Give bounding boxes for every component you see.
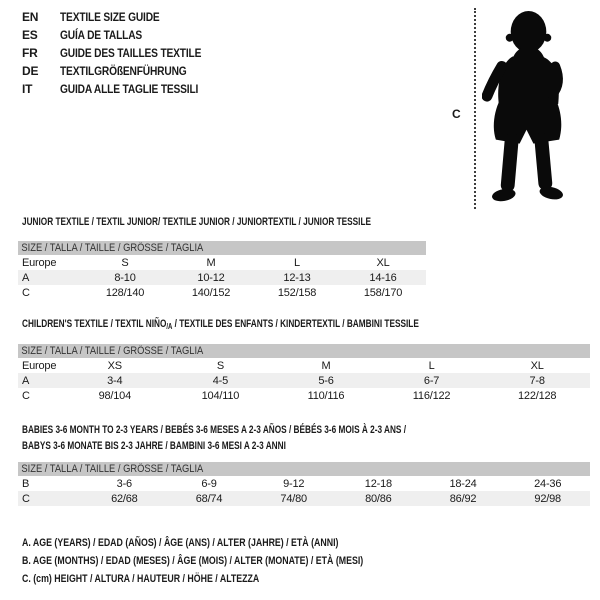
cell-value: 122/128 — [517, 389, 557, 402]
title-segment: / TEXTILE DES ENFANTS / KINDERTEXTIL / BAMBINI TESSILE — [172, 318, 419, 330]
cell-value: XL — [530, 359, 544, 372]
table-row-c — [18, 285, 426, 300]
size-section-junior — [18, 215, 590, 300]
language-code: FR — [22, 46, 38, 60]
cell-value: 5-6 — [318, 374, 334, 387]
baby-silhouette-icon — [482, 8, 576, 208]
section-title-line — [22, 215, 448, 229]
table-row-c — [18, 388, 590, 403]
cell-value: 104/110 — [201, 389, 240, 402]
cell-value: 98/104 — [98, 389, 132, 402]
language-row — [22, 62, 226, 80]
cell-value: 128/140 — [105, 286, 145, 299]
language-label: TEXTILGRÖßENFÜHRUNG — [60, 64, 187, 78]
cell-value: 74/80 — [280, 492, 307, 505]
cell-value: 62/68 — [111, 492, 138, 505]
baby-height-figure — [450, 6, 598, 212]
cell-value: 116/122 — [412, 389, 451, 402]
cell-value: L — [294, 256, 300, 269]
section-title-line — [22, 438, 448, 454]
cell-value: 10-12 — [197, 271, 225, 284]
table-row-europe — [18, 358, 590, 373]
section-title-line — [22, 317, 448, 334]
language-label: GUIDA ALLE TAGLIE TESSILI — [60, 82, 199, 96]
cell-value: 3-4 — [107, 374, 123, 387]
title-segment: BABIES 3-6 MONTH TO 2-3 YEARS / BEBÉS 3-6 MESES A 2-3 AÑOS / BÉBÉS 3-6 MOIS À 2-3 ANS / — [22, 424, 407, 436]
language-label: TEXTILE SIZE GUIDE — [60, 10, 160, 24]
cell-value: 92/98 — [534, 492, 561, 505]
size-section-babies — [18, 422, 590, 506]
size-header-bar — [18, 241, 426, 255]
section-title — [22, 317, 448, 334]
cell-value: M — [206, 256, 216, 269]
cell-value: 80/86 — [365, 492, 392, 505]
row-label: A — [22, 374, 30, 387]
section-title — [22, 422, 448, 454]
table-row-a — [18, 373, 590, 388]
row-label: C — [22, 389, 30, 402]
row-label: A — [22, 271, 30, 284]
size-header-bar — [18, 344, 590, 358]
cell-value: 110/116 — [307, 389, 345, 402]
cell-value: 9-12 — [283, 477, 305, 490]
row-label: B — [22, 477, 30, 490]
cell-value: 158/170 — [363, 286, 403, 299]
section-title-line — [22, 422, 448, 438]
row-label: C — [22, 492, 30, 505]
language-row — [22, 26, 226, 44]
size-header-bar — [18, 462, 590, 476]
cell-value: 3-6 — [116, 477, 132, 490]
cell-value: 6-7 — [423, 374, 440, 387]
cell-value: 6-9 — [201, 477, 217, 490]
cell-value: L — [428, 359, 435, 372]
table-row-a — [18, 270, 426, 285]
language-row — [22, 80, 226, 98]
cell-value: 4-5 — [212, 374, 229, 387]
footnotes — [22, 534, 449, 588]
cell-value: S — [216, 359, 224, 372]
title-segment: /A — [166, 322, 173, 331]
row-label: Europe — [22, 256, 57, 269]
cell-value: 8-10 — [114, 271, 136, 284]
language-code: IT — [22, 82, 33, 96]
title-segment: CHILDREN'S TEXTILE / TEXTIL NIÑO — [22, 318, 167, 330]
title-segment: BABYS 3-6 MONATE BIS 2-3 JAHRE / BAMBINI 3-6 MESI A 2-3 ANNI — [22, 440, 286, 452]
cell-value: 140/152 — [191, 286, 231, 299]
size-header-label: SIZE / TALLA / TAILLE / GRÖSSE / TAGLIA — [21, 345, 204, 357]
language-row — [22, 44, 226, 62]
cell-value: 14-16 — [369, 271, 397, 284]
cell-value: 7-8 — [529, 374, 545, 387]
table-row-c — [18, 491, 590, 506]
footnote-line: C. (cm) HEIGHT / ALTURA / HAUTEUR / HÖHE / ALTEZZA — [22, 573, 260, 585]
cell-value: 18-24 — [449, 477, 477, 490]
cell-value: M — [321, 359, 331, 372]
size-table-junior — [18, 241, 426, 300]
language-code: ES — [22, 28, 38, 42]
cell-value: S — [121, 256, 129, 269]
section-title — [22, 215, 448, 229]
footnote-line: B. AGE (MONTHS) / EDAD (MESES) / ÂGE (MOIS) / ALTER (MONATE) / ETÀ (MESI) — [22, 555, 364, 567]
row-label: C — [22, 286, 30, 299]
cell-value: 12-13 — [283, 271, 311, 284]
language-label: GUIDE DES TAILLES TEXTILE — [60, 46, 202, 60]
cell-value: 24-36 — [534, 477, 562, 490]
language-code: EN — [22, 10, 39, 24]
size-table-children — [18, 344, 590, 403]
cell-value: 12-18 — [364, 477, 392, 490]
table-row-europe — [18, 255, 426, 270]
height-c-label: C — [452, 107, 461, 121]
cell-value: XL — [376, 256, 390, 269]
language-title-list — [22, 8, 226, 98]
table-row-b — [18, 476, 590, 491]
height-dotted-line — [474, 8, 476, 209]
cell-value: XS — [107, 359, 122, 372]
size-header-label: SIZE / TALLA / TAILLE / GRÖSSE / TAGLIA — [21, 463, 204, 475]
footnote-line: A. AGE (YEARS) / EDAD (AÑOS) / ÂGE (ANS) / ALTER (JAHRE) / ETÀ (ANNI) — [22, 537, 339, 549]
cell-value: 86/92 — [449, 492, 477, 505]
size-table-babies — [18, 462, 590, 506]
cell-value: 68/74 — [195, 492, 223, 505]
size-header-label: SIZE / TALLA / TAILLE / GRÖSSE / TAGLIA — [21, 242, 204, 254]
row-label: Europe — [22, 359, 57, 372]
cell-value: 152/158 — [277, 286, 317, 299]
size-section-children — [18, 317, 590, 403]
language-code: DE — [22, 64, 39, 78]
language-row — [22, 8, 226, 26]
title-segment: JUNIOR TEXTILE / TEXTIL JUNIOR/ TEXTILE JUNIOR / JUNIORTEXTIL / JUNIOR TESSILE — [22, 216, 371, 228]
language-label: GUÍA DE TALLAS — [60, 28, 143, 42]
